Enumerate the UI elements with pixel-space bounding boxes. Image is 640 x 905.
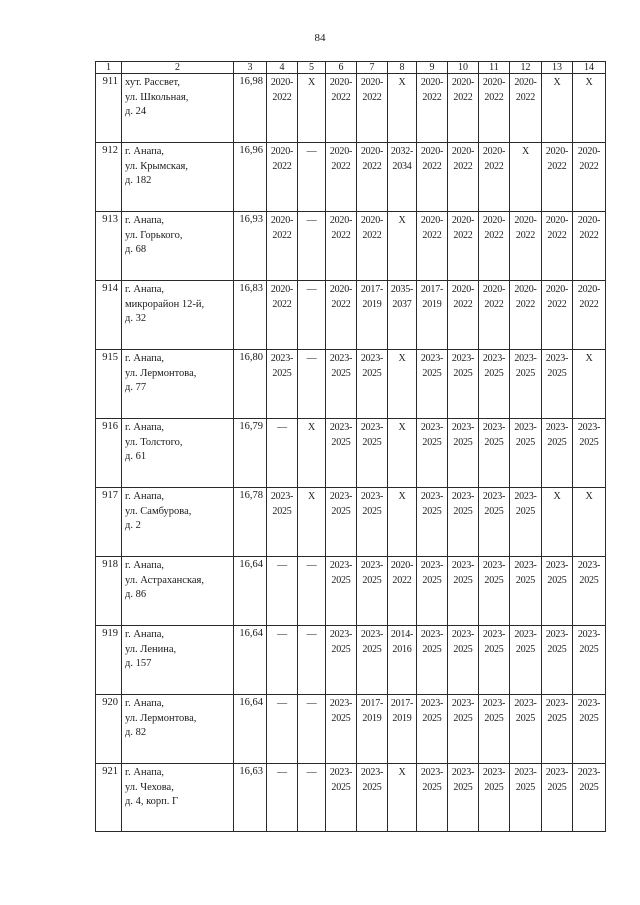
period-cell: Х [388, 488, 417, 557]
period-cell: 2023- 2025 [510, 764, 542, 832]
address-line: д. 61 [125, 451, 147, 462]
period-cell: Х [542, 74, 573, 143]
table-row [96, 557, 606, 626]
period-cell: 2020- 2022 [267, 143, 298, 212]
row-number: 913 [96, 212, 122, 281]
row-number: 919 [96, 626, 122, 695]
period-cell: 2020- 2022 [479, 212, 510, 281]
address-cell [122, 695, 234, 764]
period-cell: 2020- 2022 [417, 212, 448, 281]
period-cell: 2020- 2022 [542, 143, 573, 212]
column-header: 11 [479, 62, 510, 74]
column-header: 14 [573, 62, 606, 74]
period-cell: 2023- 2025 [573, 626, 606, 695]
header-row [96, 62, 606, 74]
column-header: 5 [298, 62, 326, 74]
address-line: г. Анапа, [125, 284, 165, 295]
period-cell: 2023- 2025 [510, 350, 542, 419]
period-cell: 2017- 2019 [417, 281, 448, 350]
period-cell: 2023- 2025 [479, 488, 510, 557]
column-header: 8 [388, 62, 417, 74]
period-cell: 2020- 2022 [573, 212, 606, 281]
period-cell: 2023- 2025 [326, 350, 357, 419]
period-cell: 2020- 2022 [417, 74, 448, 143]
row-number: 918 [96, 557, 122, 626]
address-line: г. Анапа, [125, 215, 165, 226]
address-line: ул. Лермонтова, [125, 712, 197, 724]
period-cell: 2020- 2022 [267, 212, 298, 281]
period-cell: 2017- 2019 [357, 281, 388, 350]
address-cell [122, 74, 234, 143]
period-cell: — [298, 281, 326, 350]
row-number: 916 [96, 419, 122, 488]
table-row [96, 695, 606, 764]
period-cell: 2023- 2025 [417, 626, 448, 695]
period-cell: 2023- 2025 [267, 488, 298, 557]
period-cell: 2023- 2025 [326, 557, 357, 626]
column-header: 10 [448, 62, 479, 74]
period-cell: 2023- 2025 [417, 695, 448, 764]
address-line: ул. Крымская, [125, 160, 188, 172]
period-cell: 2020- 2022 [357, 212, 388, 281]
table-row [96, 488, 606, 557]
period-cell: Х [388, 74, 417, 143]
housing-schedule-table [95, 61, 606, 832]
address-line: г. Анапа, [125, 422, 165, 433]
period-cell: 2023- 2025 [479, 350, 510, 419]
period-cell: 2020- 2022 [267, 74, 298, 143]
period-cell: 2020- 2022 [417, 143, 448, 212]
period-cell: — [298, 626, 326, 695]
period-cell: 2023- 2025 [479, 695, 510, 764]
address-line: д. 4, корп. Г [125, 796, 179, 807]
row-number: 914 [96, 281, 122, 350]
period-cell: 2023- 2025 [448, 626, 479, 695]
period-cell: Х [298, 74, 326, 143]
area-cell: 16,79 [234, 419, 267, 488]
period-cell: 2023- 2025 [542, 350, 573, 419]
address-cell [122, 419, 234, 488]
period-cell: 2017- 2019 [388, 695, 417, 764]
period-cell: Х [388, 350, 417, 419]
area-cell: 16,78 [234, 488, 267, 557]
period-cell: — [267, 557, 298, 626]
address-line: ул. Лермонтова, [125, 367, 197, 379]
period-cell: 2020- 2022 [448, 74, 479, 143]
period-cell: — [267, 419, 298, 488]
address-line: ул. Школьная, [125, 91, 189, 103]
period-cell: Х [388, 212, 417, 281]
period-cell: — [267, 626, 298, 695]
period-cell: 2023- 2025 [417, 350, 448, 419]
period-cell: 2020- 2022 [573, 281, 606, 350]
address-cell [122, 488, 234, 557]
column-header: 7 [357, 62, 388, 74]
period-cell: Х [298, 488, 326, 557]
table-row [96, 281, 606, 350]
period-cell: 2023- 2025 [326, 419, 357, 488]
period-cell: — [298, 695, 326, 764]
period-cell: 2023- 2025 [357, 557, 388, 626]
period-cell: 2023- 2025 [479, 764, 510, 832]
period-cell: 2023- 2025 [448, 350, 479, 419]
column-header: 3 [234, 62, 267, 74]
period-cell: 2020- 2022 [388, 557, 417, 626]
period-cell: 2023- 2025 [573, 557, 606, 626]
column-header: 4 [267, 62, 298, 74]
period-cell: 2014- 2016 [388, 626, 417, 695]
period-cell: Х [573, 74, 606, 143]
period-cell: 2023- 2025 [573, 419, 606, 488]
period-cell: 2020- 2022 [542, 281, 573, 350]
period-cell: 2023- 2025 [357, 488, 388, 557]
period-cell: — [298, 764, 326, 832]
period-cell: — [298, 212, 326, 281]
column-header: 1 [96, 62, 122, 74]
period-cell: Х [573, 488, 606, 557]
period-cell: 2020- 2022 [448, 281, 479, 350]
period-cell: — [267, 764, 298, 832]
period-cell: 2020- 2022 [542, 212, 573, 281]
address-line: д. 2 [125, 520, 141, 531]
column-header: 9 [417, 62, 448, 74]
period-cell: 2020- 2022 [326, 212, 357, 281]
table-row [96, 74, 606, 143]
address-line: ул. Толстого, [125, 436, 183, 448]
address-line: д. 24 [125, 106, 147, 117]
address-cell [122, 557, 234, 626]
period-cell: 2020- 2022 [267, 281, 298, 350]
row-number: 915 [96, 350, 122, 419]
address-line: г. Анапа, [125, 629, 165, 640]
table-row [96, 419, 606, 488]
address-line: хут. Рассвет, [125, 77, 180, 88]
period-cell: 2023- 2025 [448, 695, 479, 764]
table-row [96, 626, 606, 695]
area-cell: 16,64 [234, 626, 267, 695]
period-cell: 2023- 2025 [448, 764, 479, 832]
period-cell: 2023- 2025 [448, 419, 479, 488]
row-number: 911 [96, 74, 122, 143]
period-cell: 2023- 2025 [267, 350, 298, 419]
period-cell: 2023- 2025 [479, 626, 510, 695]
period-cell: 2023- 2025 [542, 557, 573, 626]
period-cell: 2023- 2025 [357, 419, 388, 488]
row-number: 912 [96, 143, 122, 212]
period-cell: 2035- 2037 [388, 281, 417, 350]
column-header: 13 [542, 62, 573, 74]
address-cell [122, 350, 234, 419]
period-cell: 2023- 2025 [417, 557, 448, 626]
area-cell: 16,83 [234, 281, 267, 350]
address-cell [122, 143, 234, 212]
period-cell: 2020- 2022 [448, 212, 479, 281]
address-line: ул. Ленина, [125, 643, 177, 655]
period-cell: 2020- 2022 [326, 143, 357, 212]
address-line: ул. Астраханская, [125, 574, 204, 586]
period-cell: 2020- 2022 [510, 281, 542, 350]
period-cell: 2023- 2025 [479, 557, 510, 626]
address-line: г. Анапа, [125, 491, 165, 502]
area-cell: 16,64 [234, 695, 267, 764]
period-cell: Х [388, 419, 417, 488]
period-cell: 2020- 2022 [510, 74, 542, 143]
period-cell: 2023- 2025 [417, 764, 448, 832]
area-cell: 16,63 [234, 764, 267, 832]
period-cell: 2017- 2019 [357, 695, 388, 764]
period-cell: 2023- 2025 [510, 488, 542, 557]
period-cell: 2023- 2025 [510, 419, 542, 488]
period-cell: 2023- 2025 [326, 764, 357, 832]
period-cell: — [298, 143, 326, 212]
table-row [96, 143, 606, 212]
address-line: д. 157 [125, 658, 152, 669]
address-line: г. Анапа, [125, 560, 165, 571]
period-cell: 2023- 2025 [417, 419, 448, 488]
period-cell: Х [573, 350, 606, 419]
period-cell: 2020- 2022 [357, 143, 388, 212]
period-cell: Х [542, 488, 573, 557]
period-cell: 2032- 2034 [388, 143, 417, 212]
period-cell: — [298, 557, 326, 626]
address-line: микрорайон 12-й, [125, 298, 205, 310]
table-row [96, 764, 606, 832]
address-line: д. 77 [125, 382, 147, 393]
row-number: 921 [96, 764, 122, 832]
period-cell: 2020- 2022 [573, 143, 606, 212]
area-cell: 16,64 [234, 557, 267, 626]
period-cell: Х [388, 764, 417, 832]
address-line: г. Анапа, [125, 698, 165, 709]
period-cell: 2023- 2025 [357, 626, 388, 695]
address-cell [122, 764, 234, 832]
address-cell [122, 212, 234, 281]
column-header: 6 [326, 62, 357, 74]
address-line: д. 82 [125, 727, 147, 738]
period-cell: 2020- 2022 [479, 143, 510, 212]
column-header: 12 [510, 62, 542, 74]
period-cell: Х [298, 419, 326, 488]
table-row [96, 212, 606, 281]
period-cell: 2023- 2025 [510, 557, 542, 626]
address-line: д. 86 [125, 589, 147, 600]
address-line: ул. Чехова, [125, 781, 174, 793]
period-cell: 2020- 2022 [510, 212, 542, 281]
period-cell: 2023- 2025 [326, 488, 357, 557]
table-row [96, 350, 606, 419]
area-cell: 16,80 [234, 350, 267, 419]
period-cell: 2020- 2022 [479, 74, 510, 143]
address-line: д. 182 [125, 175, 152, 186]
period-cell: 2023- 2025 [417, 488, 448, 557]
row-number: 920 [96, 695, 122, 764]
address-line: г. Анапа, [125, 353, 165, 364]
address-line: д. 32 [125, 313, 147, 324]
period-cell: 2023- 2025 [542, 695, 573, 764]
area-cell: 16,96 [234, 143, 267, 212]
period-cell: Х [510, 143, 542, 212]
period-cell: — [298, 350, 326, 419]
column-header: 2 [122, 62, 234, 74]
period-cell: 2023- 2025 [542, 626, 573, 695]
period-cell: 2020- 2022 [326, 74, 357, 143]
address-line: ул. Самбурова, [125, 505, 192, 517]
period-cell: 2020- 2022 [479, 281, 510, 350]
area-cell: 16,98 [234, 74, 267, 143]
address-line: ул. Горького, [125, 229, 183, 241]
period-cell: 2023- 2025 [573, 764, 606, 832]
period-cell: 2020- 2022 [448, 143, 479, 212]
period-cell: 2023- 2025 [326, 695, 357, 764]
page-number: 84 [314, 32, 326, 44]
period-cell: 2020- 2022 [357, 74, 388, 143]
period-cell: 2023- 2025 [326, 626, 357, 695]
address-line: г. Анапа, [125, 146, 165, 157]
row-number: 917 [96, 488, 122, 557]
address-cell [122, 281, 234, 350]
period-cell: 2023- 2025 [510, 695, 542, 764]
period-cell: — [267, 695, 298, 764]
period-cell: 2023- 2025 [573, 695, 606, 764]
address-line: д. 68 [125, 244, 147, 255]
address-cell [122, 626, 234, 695]
period-cell: 2023- 2025 [479, 419, 510, 488]
period-cell: 2023- 2025 [542, 419, 573, 488]
period-cell: 2023- 2025 [448, 488, 479, 557]
period-cell: 2023- 2025 [357, 350, 388, 419]
period-cell: 2023- 2025 [510, 626, 542, 695]
area-cell: 16,93 [234, 212, 267, 281]
period-cell: 2023- 2025 [542, 764, 573, 832]
period-cell: 2023- 2025 [448, 557, 479, 626]
period-cell: 2023- 2025 [357, 764, 388, 832]
address-line: г. Анапа, [125, 767, 165, 778]
period-cell: 2020- 2022 [326, 281, 357, 350]
